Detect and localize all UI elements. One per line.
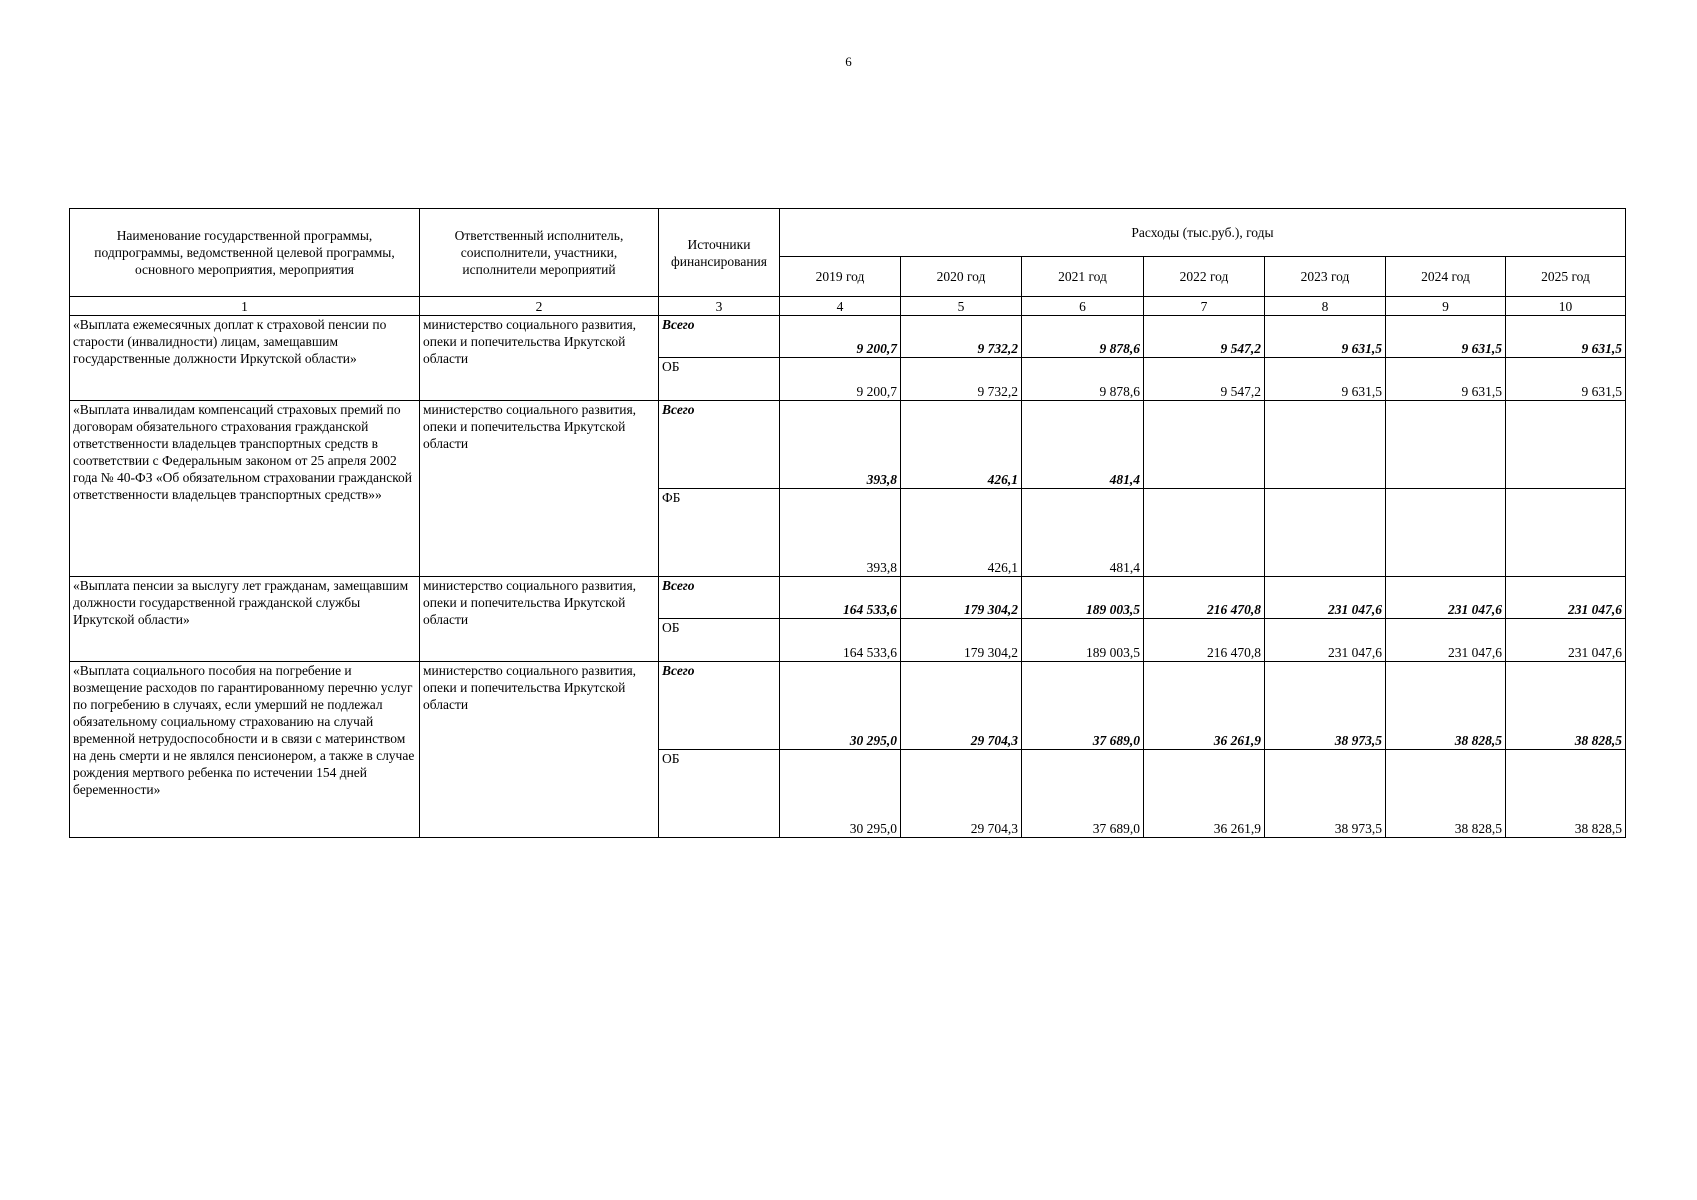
header-year: 2024 год [1386,257,1506,297]
source-label: ОБ [659,619,780,662]
source-value: 36 261,9 [1144,750,1265,838]
total-value [1265,401,1386,489]
source-label: ФБ [659,489,780,577]
total-value: 36 261,9 [1144,662,1265,750]
source-value: 179 304,2 [901,619,1022,662]
column-number: 1 [70,297,420,316]
total-value: 37 689,0 [1022,662,1144,750]
header-year: 2022 год [1144,257,1265,297]
header-year: 2021 год [1022,257,1144,297]
expenses-table [69,208,1626,838]
total-value [1386,401,1506,489]
column-number: 3 [659,297,780,316]
source-value: 30 295,0 [780,750,901,838]
source-value: 426,1 [901,489,1022,577]
program-name: «Выплата ежемесячных доплат к страховой пенсии по старости (инвалидности) лицам, замещавшим государственные должности Иркутской области» [70,316,420,401]
total-label: Всего [659,577,780,619]
total-value: 38 828,5 [1386,662,1506,750]
header-year: 2023 год [1265,257,1386,297]
total-value: 393,8 [780,401,901,489]
source-value: 9 878,6 [1022,358,1144,401]
column-number: 6 [1022,297,1144,316]
total-value [1506,401,1626,489]
total-value: 9 631,5 [1386,316,1506,358]
header-source: Источники финансирования [659,209,780,297]
source-value: 231 047,6 [1265,619,1386,662]
header-year: 2020 год [901,257,1022,297]
source-value: 37 689,0 [1022,750,1144,838]
column-number: 9 [1386,297,1506,316]
source-value [1144,489,1265,577]
total-value: 216 470,8 [1144,577,1265,619]
total-value: 9 200,7 [780,316,901,358]
total-value: 9 878,6 [1022,316,1144,358]
source-value: 164 533,6 [780,619,901,662]
program-name: «Выплата инвалидам компенсаций страховых премий по договорам обязательного страхования гражданской ответственности владельцев транспортных средств в соответствии с Федеральным законом от 25 апреля 2002 года № 40-ФЗ «Об обязательном страховании гражданской ответственности владельцев транспортных средств»» [70,401,420,577]
total-value: 164 533,6 [780,577,901,619]
total-value: 30 295,0 [780,662,901,750]
source-value: 29 704,3 [901,750,1022,838]
total-value: 481,4 [1022,401,1144,489]
source-value: 38 973,5 [1265,750,1386,838]
source-value [1506,489,1626,577]
program-name: «Выплата социального пособия на погребение и возмещение расходов по гарантированному перечню услуг по погребению в случаях, если умерший не подлежал обязательному социальному страхованию на случай временной нетрудоспособности и в связи с материнством на день смерти и не являлся пенсионером, а также в случае рождения мертвого ребенка по истечении 154 дней беременности» [70,662,420,838]
total-value: 38 828,5 [1506,662,1626,750]
column-number: 2 [420,297,659,316]
total-value: 29 704,3 [901,662,1022,750]
total-label: Всего [659,662,780,750]
source-value: 9 631,5 [1506,358,1626,401]
header-expenses: Расходы (тыс.руб.), годы [780,209,1626,257]
source-value: 38 828,5 [1506,750,1626,838]
total-value: 179 304,2 [901,577,1022,619]
source-value: 216 470,8 [1144,619,1265,662]
column-number: 5 [901,297,1022,316]
column-number: 10 [1506,297,1626,316]
program-name: «Выплата пенсии за выслугу лет гражданам, замещавшим должности государственной гражданской службы Иркутской области» [70,577,420,662]
program-executor: министерство социального развития, опеки и попечительства Иркутской области [420,662,659,838]
source-value: 189 003,5 [1022,619,1144,662]
total-value: 189 003,5 [1022,577,1144,619]
source-value [1265,489,1386,577]
source-value: 9 732,2 [901,358,1022,401]
total-value: 9 631,5 [1265,316,1386,358]
total-value: 231 047,6 [1265,577,1386,619]
total-value: 38 973,5 [1265,662,1386,750]
page-number: 6 [845,54,852,69]
total-value: 9 547,2 [1144,316,1265,358]
header-name: Наименование государственной программы, подпрограммы, ведомственной целевой программы, основного мероприятия, мероприятия [70,209,420,297]
source-value: 481,4 [1022,489,1144,577]
source-value: 231 047,6 [1506,619,1626,662]
total-value [1144,401,1265,489]
column-number: 7 [1144,297,1265,316]
source-value: 38 828,5 [1386,750,1506,838]
column-number: 4 [780,297,901,316]
source-value: 9 547,2 [1144,358,1265,401]
total-value: 426,1 [901,401,1022,489]
total-label: Всего [659,401,780,489]
header-executor: Ответственный исполнитель, соисполнители, участники, исполнители мероприятий [420,209,659,297]
source-value: 231 047,6 [1386,619,1506,662]
header-year: 2019 год [780,257,901,297]
column-number: 8 [1265,297,1386,316]
total-label: Всего [659,316,780,358]
source-value: 9 200,7 [780,358,901,401]
total-value: 231 047,6 [1506,577,1626,619]
source-value: 9 631,5 [1386,358,1506,401]
total-value: 231 047,6 [1386,577,1506,619]
program-executor: министерство социального развития, опеки и попечительства Иркутской области [420,577,659,662]
source-value: 9 631,5 [1265,358,1386,401]
header-year: 2025 год [1506,257,1626,297]
program-executor: министерство социального развития, опеки и попечительства Иркутской области [420,401,659,577]
source-value: 393,8 [780,489,901,577]
total-value: 9 732,2 [901,316,1022,358]
source-label: ОБ [659,750,780,838]
program-executor: министерство социального развития, опеки и попечительства Иркутской области [420,316,659,401]
total-value: 9 631,5 [1506,316,1626,358]
source-label: ОБ [659,358,780,401]
source-value [1386,489,1506,577]
